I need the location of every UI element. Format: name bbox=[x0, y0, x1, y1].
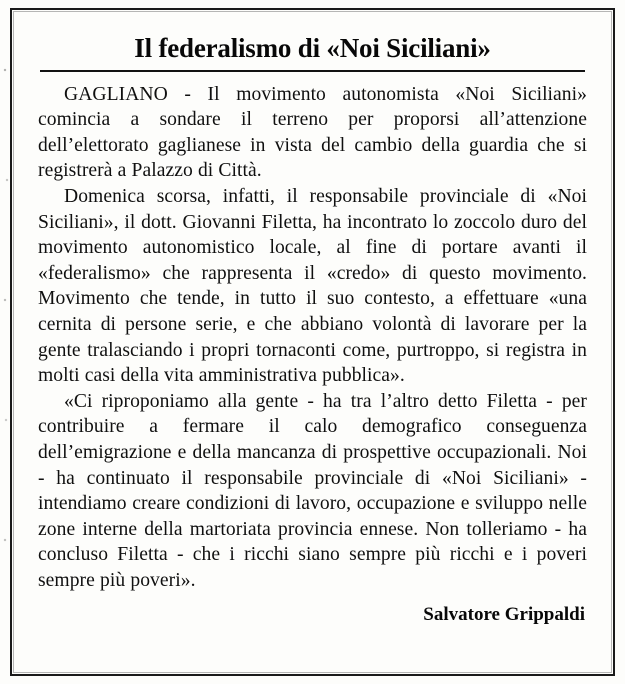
scan-speckle-artifact bbox=[3, 40, 9, 640]
headline-rule bbox=[40, 70, 585, 72]
article-byline: Salvatore Grippaldi bbox=[423, 603, 585, 625]
article-content bbox=[38, 30, 587, 656]
article-headline: Il federalismo di «Noi Siciliani» bbox=[134, 33, 491, 63]
article-paragraph-3: «Ci riproponiamo alla gente - ha tra l’altro detto Filetta - per contribuire a fermare il calo demografico conseguenza dell’emigrazione e della mancanza di prospettive occupazionali. Noi - ha continuato il responsabile provinciale di «Noi Siciliani» - intendiamo creare condizioni di lavoro, occupazione e sviluppo nelle zone interne della martoriata provincia ennese. Non tolleriamo - ha concluso Filetta - che i ricchi siano sempre più ricchi e i poveri sempre più poveri». bbox=[38, 390, 587, 591]
article-body bbox=[38, 82, 587, 594]
clipping-border bbox=[10, 8, 615, 676]
article-paragraph-2: Domenica scorsa, infatti, il responsabile provinciale di «Noi Siciliani», il dott. Giovanni Filetta, ha incontrato lo zoccolo duro del movimento autonomistico locale, al fine di portare avanti il «federalismo» che rappresenta il «credo» di questo movimento. Movimento che tende, in tutto il suo contesto, a effettuare «una cernita di persone serie, e che abbiano volontà di lavorare per la gente tralasciando i propri tornaconti come, purtroppo, si registra in molti casi della vita amministrativa pubblica». bbox=[38, 186, 587, 387]
article-paragraph-1: GAGLIANO - Il movimento autonomista «Noi Siciliani» comincia a sondare il terreno per proporsi all’attenzione dell’elettorato gaglianese in vista del cambio della guardia che si registrerà a Palazzo di Città. bbox=[38, 83, 587, 182]
